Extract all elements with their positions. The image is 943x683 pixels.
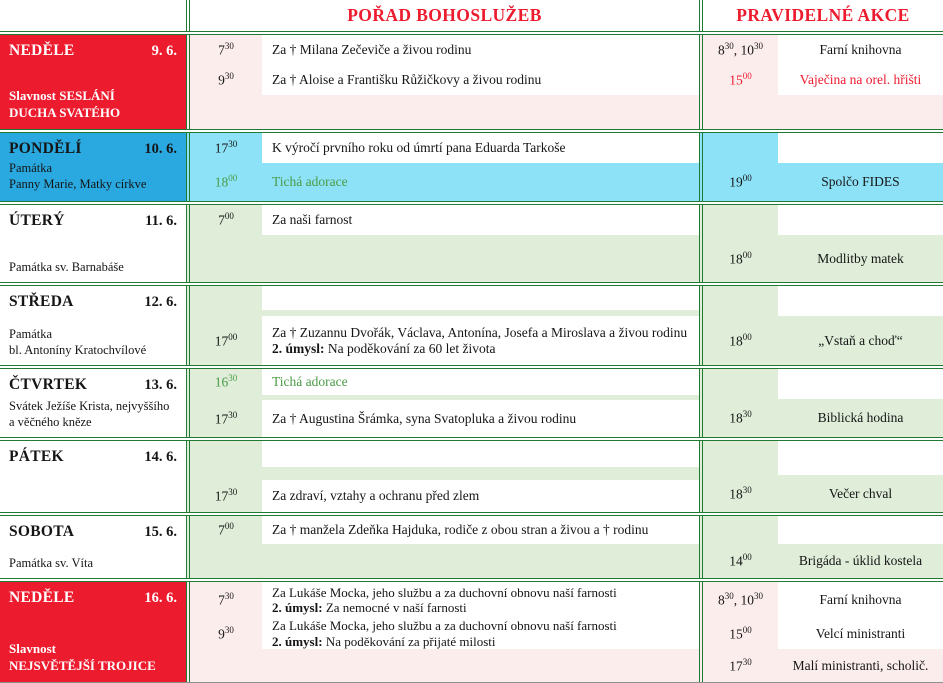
day-name: PÁTEK	[9, 448, 64, 465]
mass-time: $18^{00}$	[214, 173, 238, 190]
mass-time: $9^{30}$	[218, 624, 234, 642]
event-entry	[703, 441, 943, 475]
mass-text: Za † Milana Zečeviče a živou rodinu	[262, 35, 699, 65]
feast-line: NEJSVĚTĚJŠÍ TROJICE	[9, 658, 156, 674]
feast-line: a věčného kněze	[9, 414, 92, 429]
day-date: 15. 6.	[144, 524, 177, 540]
empty-band	[190, 441, 699, 467]
feast-title	[0, 257, 186, 282]
day-date: 9. 6.	[151, 43, 177, 59]
event-time: $19^{00}$	[729, 173, 752, 190]
masses-cell	[186, 516, 699, 578]
schedule-title: POŘAD BOHOSLUŽEB	[347, 5, 542, 25]
event-entry	[703, 516, 943, 544]
events-cell	[699, 286, 943, 365]
empty-band	[190, 649, 699, 682]
day-header	[0, 582, 186, 607]
event-entry	[703, 35, 943, 65]
day-row-thursday-13-6	[0, 365, 943, 437]
day-date: 16. 6.	[144, 590, 177, 606]
event-label: Vaječina na orel. hřišti	[778, 65, 943, 95]
mass-entry	[190, 65, 699, 95]
day-name: NEDĚLE	[9, 42, 75, 59]
event-entry	[703, 399, 943, 437]
event-time: $8^{30}$, $10^{30}$	[718, 41, 763, 58]
mass-text: Za † manžela Zdeňka Hajduka, rodiče z obou stran a živou a † rodinu	[262, 516, 699, 544]
day-name: ÚTERÝ	[9, 212, 65, 229]
event-time: $18^{00}$	[729, 249, 752, 267]
event-label: Farní knihovna	[778, 35, 943, 65]
day-header	[0, 286, 186, 311]
event-time	[703, 369, 778, 399]
mass-time: $16^{30}$	[214, 373, 238, 390]
event-label	[778, 205, 943, 235]
event-label: Večer chval	[828, 485, 893, 501]
empty-band	[190, 286, 699, 310]
event-entry	[703, 475, 943, 512]
event-time: $18^{30}$	[729, 409, 752, 426]
masses-cell	[186, 369, 699, 437]
feast-line: DUCHA SVATÉHO	[9, 105, 121, 121]
day-row-monday-10-6	[0, 129, 943, 201]
mass-text: Za † Augustina Šrámka, syna Svatopluka a živou rodinu	[262, 400, 699, 437]
mass-entry	[190, 480, 699, 512]
mass-time: $7^{30}$	[218, 591, 234, 608]
mass-entry	[190, 400, 699, 437]
mass-entry	[190, 35, 699, 65]
mass-text: Tichá adorace	[262, 369, 699, 395]
day-header	[0, 133, 186, 158]
events-title: PRAVIDELNÉ AKCE	[736, 5, 910, 25]
empty-band	[190, 235, 699, 282]
day-date: 14. 6.	[144, 449, 177, 465]
day-header	[0, 441, 186, 466]
events-cell	[699, 369, 943, 437]
feast-line: Památka	[9, 326, 53, 341]
day-name: ČTVRTEK	[9, 376, 88, 393]
day-header	[0, 35, 186, 60]
event-entry	[703, 205, 943, 235]
masses-cell	[186, 286, 699, 365]
event-label: Modlitby matek	[817, 250, 904, 266]
masses-cell	[186, 133, 699, 201]
day-row-sunday-16-6	[0, 578, 943, 682]
mass-time: $7^{00}$	[218, 211, 234, 228]
feast-line: bl. Antoníny Kratochvílové	[9, 342, 147, 357]
day-cell	[0, 369, 186, 437]
mass-text: Za Lukáše Mocka, jeho službu a za duchovní obnovu naší farnosti 2. úmysl: Za nemocné v naší farnosti	[262, 582, 699, 618]
feast-line: Panny Marie, Matky církve	[9, 177, 147, 192]
event-entry	[703, 65, 943, 95]
intent-label: 2. úmysl:	[272, 633, 323, 649]
event-entry	[703, 544, 943, 578]
event-time	[703, 286, 778, 316]
mass-text: K výročí prvního roku od úmrtí pana Eduarda Tarkoše	[262, 133, 699, 163]
mass-entry	[190, 163, 699, 201]
day-cell	[0, 205, 186, 282]
event-entry	[703, 582, 943, 618]
event-time: $18^{00}$	[729, 331, 752, 349]
event-label: Brigáda - úklid kostela	[798, 553, 923, 568]
event-entry	[703, 369, 943, 399]
feast-line: Svátek Ježíše Krista, nejvyššího	[9, 398, 170, 413]
event-time	[703, 133, 778, 163]
mass-time: $17^{30}$	[214, 409, 238, 427]
mass-entry	[190, 369, 699, 395]
events-cell	[699, 441, 943, 512]
empty-band	[190, 544, 699, 578]
feast-title	[0, 85, 186, 129]
event-label: Spolčo FIDES	[821, 174, 900, 189]
empty-band	[190, 95, 699, 129]
day-header	[0, 205, 186, 230]
masses-cell	[186, 441, 699, 512]
day-cell	[0, 133, 186, 201]
day-date: 13. 6.	[144, 377, 177, 393]
intent-label: 2. úmysl:	[272, 340, 325, 356]
day-row-friday-14-6	[0, 437, 943, 512]
event-entry	[703, 133, 943, 163]
day-row-wednesday-12-6	[0, 282, 943, 365]
mass-text: Za † Aloise a Františku Růžičkovy a živou rodinu	[262, 65, 699, 95]
event-label: „Vstaň a choď“	[818, 332, 903, 348]
mass-text: Za Lukáše Mocka, jeho službu a za duchovní obnovu naší farnosti 2. úmysl: Na poděkování za přijaté milosti	[262, 618, 699, 649]
mass-entry	[190, 205, 699, 235]
day-cell	[0, 35, 186, 129]
mass-text: Za naši farnost	[262, 205, 699, 235]
feast-title	[0, 158, 186, 200]
day-header	[0, 369, 186, 394]
day-row-tuesday-11-6	[0, 201, 943, 282]
feast-line: Slavnost SESLÁNÍ	[9, 87, 115, 103]
header-masses-cell	[186, 0, 699, 31]
mass-text: Za zdraví, vztahy a ochranu před zlem	[262, 480, 699, 512]
feast-line: Památka	[9, 161, 53, 175]
feast-line: Památka sv. Víta	[9, 555, 94, 570]
events-cell	[699, 582, 943, 682]
day-name: STŘEDA	[9, 293, 74, 310]
mass-entry	[190, 582, 699, 618]
day-date: 11. 6.	[145, 213, 177, 229]
header-row	[0, 0, 943, 31]
feast-title	[0, 396, 186, 438]
mass-time: $17^{30}$	[214, 487, 238, 504]
events-cell	[699, 133, 943, 201]
masses-cell	[186, 205, 699, 282]
event-time: $8^{30}$, $10^{30}$	[718, 591, 763, 608]
empty-band	[703, 95, 943, 129]
event-label	[778, 369, 943, 399]
feast-title	[0, 324, 186, 366]
event-entry	[703, 649, 943, 682]
feast-line: Památka sv. Barnabáše	[9, 259, 124, 274]
masses-cell	[186, 35, 699, 129]
day-date: 12. 6.	[144, 294, 177, 310]
feast-title	[0, 553, 186, 578]
event-time: $14^{00}$	[729, 552, 752, 569]
events-cell	[699, 516, 943, 578]
mass-time: $7^{30}$	[218, 41, 234, 58]
mass-entry	[190, 618, 699, 649]
event-label: Malí ministranti, scholič.	[792, 657, 929, 673]
event-time	[703, 441, 778, 475]
event-label	[778, 441, 943, 475]
day-cell	[0, 516, 186, 578]
event-label	[778, 286, 943, 316]
day-cell	[0, 582, 186, 682]
day-name: SOBOTA	[9, 523, 75, 540]
event-label	[778, 516, 943, 544]
feast-line: Slavnost	[9, 640, 56, 656]
day-name: NEDĚLE	[9, 589, 75, 606]
event-time: $15^{00}$	[729, 624, 752, 642]
event-label: Biblická hodina	[817, 410, 904, 425]
mass-time: $9^{30}$	[218, 71, 234, 88]
day-header	[0, 516, 186, 541]
event-entry	[703, 286, 943, 316]
event-label: Velcí ministranti	[778, 618, 943, 649]
events-cell	[699, 205, 943, 282]
mass-entry	[190, 316, 699, 365]
mass-time: $17^{00}$	[214, 331, 238, 349]
event-time: $17^{30}$	[729, 656, 752, 674]
mass-text: Tichá adorace	[272, 174, 348, 190]
event-time: $15^{00}$	[729, 71, 752, 88]
event-entry	[703, 316, 943, 365]
intent-label: 2. úmysl:	[272, 600, 323, 615]
mass-entry	[190, 516, 699, 544]
event-entry	[703, 163, 943, 201]
divider-band	[190, 467, 699, 480]
event-time: $18^{30}$	[729, 484, 752, 502]
day-date: 10. 6.	[144, 141, 177, 157]
header-events-cell	[699, 0, 943, 31]
event-label: Farní knihovna	[778, 582, 943, 618]
events-cell	[699, 35, 943, 129]
masses-cell	[186, 582, 699, 682]
day-name: PONDĚLÍ	[9, 140, 82, 157]
feast-title	[0, 638, 186, 682]
event-entry	[703, 618, 943, 649]
header-day-cell	[0, 0, 186, 31]
day-cell	[0, 441, 186, 512]
day-row-saturday-15-6	[0, 512, 943, 578]
day-row-sunday-9-6	[0, 31, 943, 129]
mass-time: $7^{00}$	[218, 521, 234, 538]
mass-entry	[190, 133, 699, 163]
mass-text: Za † Zuzannu Dvořák, Václava, Antonína, Josefa a Miroslava a živou rodinu 2. úmysl: Na poděkování za 60 let života	[262, 316, 699, 365]
event-entry	[703, 235, 943, 282]
event-label	[778, 133, 943, 163]
day-cell	[0, 286, 186, 365]
event-time	[703, 205, 778, 235]
event-time	[703, 516, 778, 544]
mass-time: $17^{30}$	[214, 139, 238, 156]
